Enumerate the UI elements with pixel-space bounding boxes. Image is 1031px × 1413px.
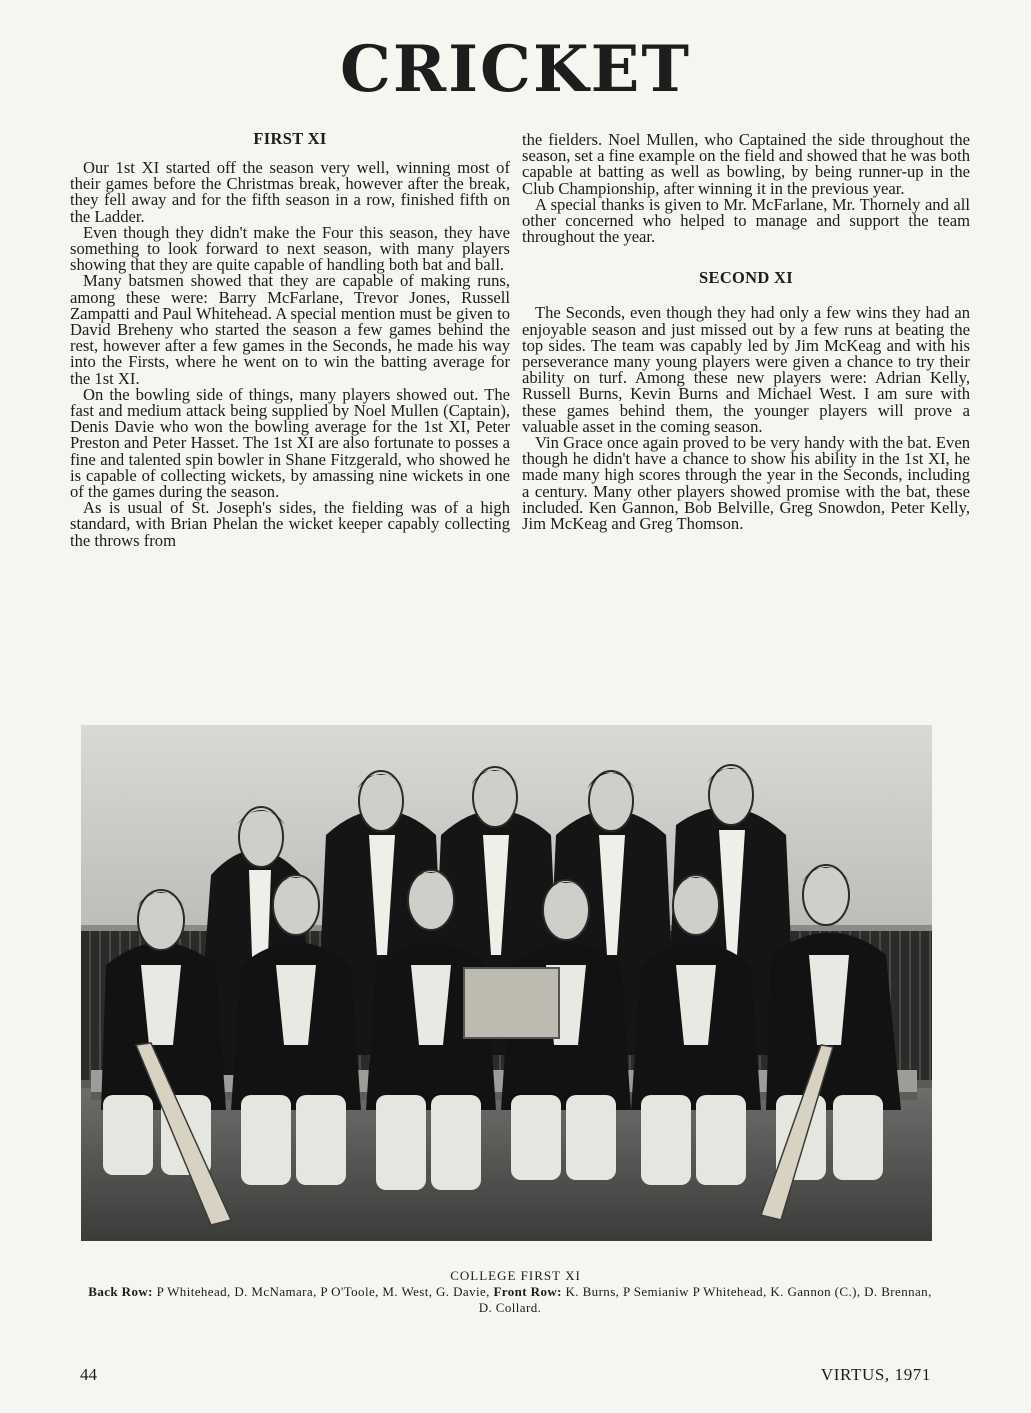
back-row-label: Back Row: — [88, 1284, 153, 1299]
left-column — [70, 130, 510, 549]
paragraph: Even though they didn't make the Four this season, they have something to look forward to next season, with many players showing that they are quite capable of handling both bat and ball. — [70, 222, 510, 275]
team-photo-illustration — [81, 725, 932, 1241]
first-xi-heading: FIRST XI — [253, 129, 327, 148]
photo-caption-title: COLLEGE FIRST XI — [450, 1268, 581, 1283]
page-title: CRICKET — [339, 32, 692, 107]
front-row-names: K. Burns, P Semianiw P Whitehead, K. Gannon (C.), D. Brennan, D. Collard. — [478, 1284, 932, 1315]
publication-footer: VIRTUS, 1971 — [820, 1365, 931, 1384]
paragraph: Vin Grace once again proved to be very handy with the bat. Even though he didn't have a chance to show his ability in the 1st XI, he made many high scores through the year in the Seconds, including a century. Many other players showed promise with the bat, these included. Ken Gannon, Bob Belville, Greg Snowdon, Peter Kelly, Jim McKeag and Greg Thomson. — [522, 433, 970, 534]
photo-caption — [80, 1284, 940, 1316]
back-row-names: P Whitehead, D. McNamara, P O'Toole, M. West, G. Davie, — [156, 1284, 490, 1299]
team-photo — [81, 725, 932, 1241]
paragraph: On the bowling side of things, many players showed out. The fast and medium attack being supplied by Noel Mullen (Captain), Denis Davie who won the bowling average for the 1st XI, Peter Preston and Peter Hasset. The 1st XI are also fortunate to posses a fine and talented spin bowler in Shane Fitzgerald, who showed he is capable of collecting wickets, by amassing nine wickets in one of the games during the season. — [70, 384, 510, 502]
paragraph: the fielders. Noel Mullen, who Captained the side throughout the season, set a fine example on the field and showed that he was both capable at batting as well as bowling, by being runner-up in the Club Championship, after winning it in the previous year. — [522, 130, 970, 198]
second-xi-heading: SECOND XI — [699, 268, 793, 288]
paragraph: A special thanks is given to Mr. McFarlane, Mr. Thornely and all other concerned who helped to manage and support the team throughout the year. — [522, 194, 970, 247]
paragraph: As is usual of St. Joseph's sides, the fielding was of a high standard, with Brian Phelan the wicket keeper capably collecting the throws from — [70, 498, 510, 550]
trophy-plaque — [464, 968, 559, 1038]
front-row-label: Front Row: — [493, 1284, 562, 1299]
paragraph: The Seconds, even though they had only a few wins they had an enjoyable season and just missed out by a few runs at beating the top sides. The team was capably led by Jim McKeag and with his perseverance many young players were given a chance to try their ability on turf. Among these new players were: Adrian Kelly, Russell Burns, Kevin Burns and Michael West. I am sure with these games behind them, the younger players will prove a valuable asset in the coming season. — [522, 303, 970, 436]
paragraph: Our 1st XI started off the season very well, winning most of their games before the Christmas break, however after the break, they fell away and for the fifth season in a row, finished fifth on the Ladder. — [70, 158, 510, 226]
right-column — [522, 132, 970, 532]
paragraph: Many batsmen showed that they are capable of making runs, among these were: Barry McFarlane, Trevor Jones, Russell Zampatti and Paul Whitehead. A special mention must be given to David Breheny who started the season a few games behind the rest, however after a few games in the Seconds, he made his way into the Firsts, where he went on to win the batting average for the 1st XI. — [70, 271, 510, 388]
page-number: 44 — [80, 1365, 97, 1384]
